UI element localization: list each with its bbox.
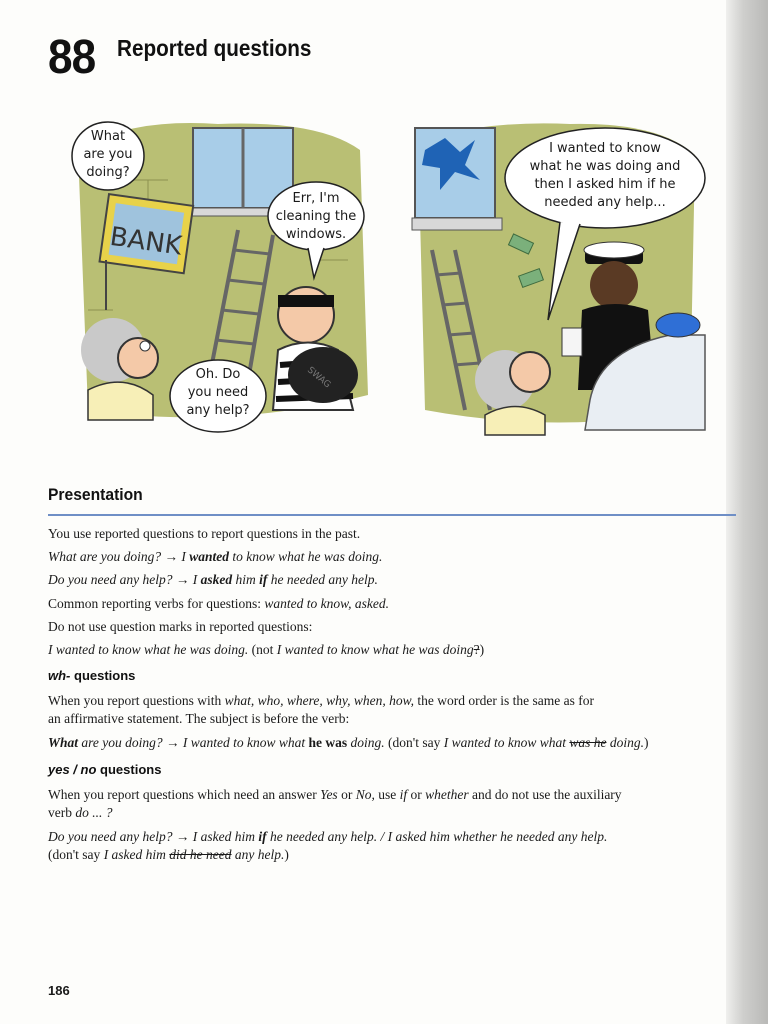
bubble-report-line3: then I asked him if he xyxy=(534,177,676,192)
ex2-answer-part2: him xyxy=(232,572,260,587)
yn-l1-if: if xyxy=(399,787,408,802)
subheading-wh-questions xyxy=(48,668,135,683)
wh-heading-rest: questions xyxy=(70,668,136,683)
presentation-line-1: You use reported questions to report questions in the past. xyxy=(48,526,361,541)
yn-l1-or: or xyxy=(337,787,356,802)
arrow-icon: → xyxy=(175,572,190,587)
book-spine-shadow xyxy=(726,0,768,1024)
line6-not: (not xyxy=(248,642,277,657)
section-heading-presentation: Presentation xyxy=(48,485,143,504)
wh-ex-close: ) xyxy=(644,735,649,750)
bubble-report-line2: what he was doing and xyxy=(529,159,681,174)
bank-sign-text: BANK xyxy=(108,221,184,262)
yn-l1-use: use xyxy=(374,787,400,802)
wh-ex-what: What xyxy=(48,735,79,750)
wh-line-1 xyxy=(48,692,594,710)
wh-heading-italic: wh- xyxy=(48,668,71,683)
bubble-err-line3: windows. xyxy=(285,227,347,242)
wh-ex-question: are you doing? xyxy=(78,735,167,750)
yn-ex-asked: I asked him xyxy=(189,829,259,844)
speech-bubble-what xyxy=(72,122,144,190)
wh-ex-struck: was he xyxy=(569,735,607,750)
page-number: 186 xyxy=(48,983,70,998)
yesno-example-2 xyxy=(48,846,289,864)
bubble-help-line3: any help? xyxy=(186,403,250,418)
speech-bubble-help xyxy=(170,360,266,432)
wh-example xyxy=(48,734,649,752)
yn-l1-or2: or xyxy=(407,787,426,802)
presentation-example-1 xyxy=(48,548,382,566)
ex2-answer-part: I xyxy=(189,572,201,587)
cartoon-left xyxy=(68,110,378,440)
ex2-question: Do you need any help? xyxy=(48,572,173,587)
wh-line-2: an affirmative statement. The subject is before the verb: xyxy=(48,711,350,726)
bubble-what-line3: doing? xyxy=(86,165,130,180)
yn-l1-yes: Yes xyxy=(320,787,338,802)
presentation-example-2 xyxy=(48,571,378,589)
bubble-report-line4: needed any help... xyxy=(544,195,666,210)
line6-wrong: I wanted to know what he was doing xyxy=(276,642,474,657)
wh-ex-wrong: I wanted to know what xyxy=(443,735,570,750)
arrow-icon: → xyxy=(166,735,180,750)
bubble-what-line1: What xyxy=(90,129,126,144)
bubble-what-line2: are you xyxy=(83,147,133,162)
yn-ex2-dontsay: (don't say xyxy=(48,847,104,862)
bubble-report-line1: I wanted to know xyxy=(549,141,661,156)
wh-line1-c: the word order is the same as for xyxy=(414,693,594,708)
wh-ex-hewas: he was xyxy=(308,735,348,750)
yn-l1-whether: whether xyxy=(425,787,469,802)
wh-ex-doing: doing. xyxy=(347,735,385,750)
ex1-answer-rest: to know what he was doing. xyxy=(229,549,383,564)
arrow-icon: → xyxy=(164,549,178,564)
yesno-example xyxy=(48,828,607,846)
ex1-answer-bold: wanted xyxy=(189,549,229,564)
section-divider xyxy=(48,514,736,516)
bubble-err-line2: cleaning the xyxy=(275,209,357,224)
line6-close: ) xyxy=(479,642,485,657)
bubble-err-line1: Err, I'm xyxy=(292,191,340,206)
yn-l1-rest: and do not use the auxiliary xyxy=(468,787,622,802)
ex1-answer-part: I xyxy=(177,549,190,564)
yn-ex-question: Do you need any help? xyxy=(48,829,176,844)
ex2-answer-if: if xyxy=(259,572,268,587)
ex2-answer-bold: asked xyxy=(200,572,233,587)
arrow-icon: → xyxy=(175,829,190,844)
yn-ex2-end: any help. xyxy=(231,847,285,862)
yn-ex-if: if xyxy=(258,829,267,844)
ex2-answer-rest: he needed any help. xyxy=(267,572,378,587)
yn-l2-verb: verb xyxy=(48,805,76,820)
bubble-help-line2: you need xyxy=(187,385,249,400)
yn-ex2-struck: did he need xyxy=(169,847,232,862)
subheading-yesno-questions xyxy=(48,762,161,777)
presentation-line-6 xyxy=(48,641,484,659)
wh-ex-dontsay: (don't say xyxy=(384,735,444,750)
yn-ex2-close: ) xyxy=(284,847,289,862)
line4-verbs: wanted to know, asked. xyxy=(264,596,389,611)
swag-bag-text: SWAG xyxy=(305,365,333,391)
line4-text: Common reporting verbs for questions: xyxy=(48,596,265,611)
yn-l1-no: No, xyxy=(355,787,375,802)
unit-title: Reported questions xyxy=(117,35,312,61)
wh-line1-a: When you report questions with xyxy=(48,693,225,708)
yn-ex-rest: he needed any help. / I asked him whether he needed any help. xyxy=(266,829,608,844)
bubble-help-line1: Oh. Do xyxy=(195,367,241,382)
yesno-line-2 xyxy=(48,804,113,822)
unit-number: 88 xyxy=(48,31,96,84)
presentation-line-5: Do not use question marks in reported questions: xyxy=(48,619,313,634)
presentation-line-4 xyxy=(48,595,389,613)
wh-ex-wrong-end: doing. xyxy=(606,735,644,750)
yesno-heading-italic: yes / no xyxy=(48,762,97,777)
cartoon-right xyxy=(410,110,710,440)
yn-ex2-wrong: I asked him xyxy=(103,847,170,862)
line6-struck-qmark: ? xyxy=(473,642,480,657)
wh-line1-words: what, who, where, why, when, how, xyxy=(224,693,414,708)
yn-l1-a: When you report questions which need an answer xyxy=(48,787,321,802)
yesno-heading-rest: questions xyxy=(96,762,162,777)
ex1-question: What are you doing? xyxy=(48,549,162,564)
wh-ex-answer: I wanted to know what xyxy=(179,735,309,750)
yn-l2-do: do ... ? xyxy=(75,805,113,820)
yesno-line-1 xyxy=(48,786,622,804)
line6-example: I wanted to know what he was doing. xyxy=(48,642,249,657)
